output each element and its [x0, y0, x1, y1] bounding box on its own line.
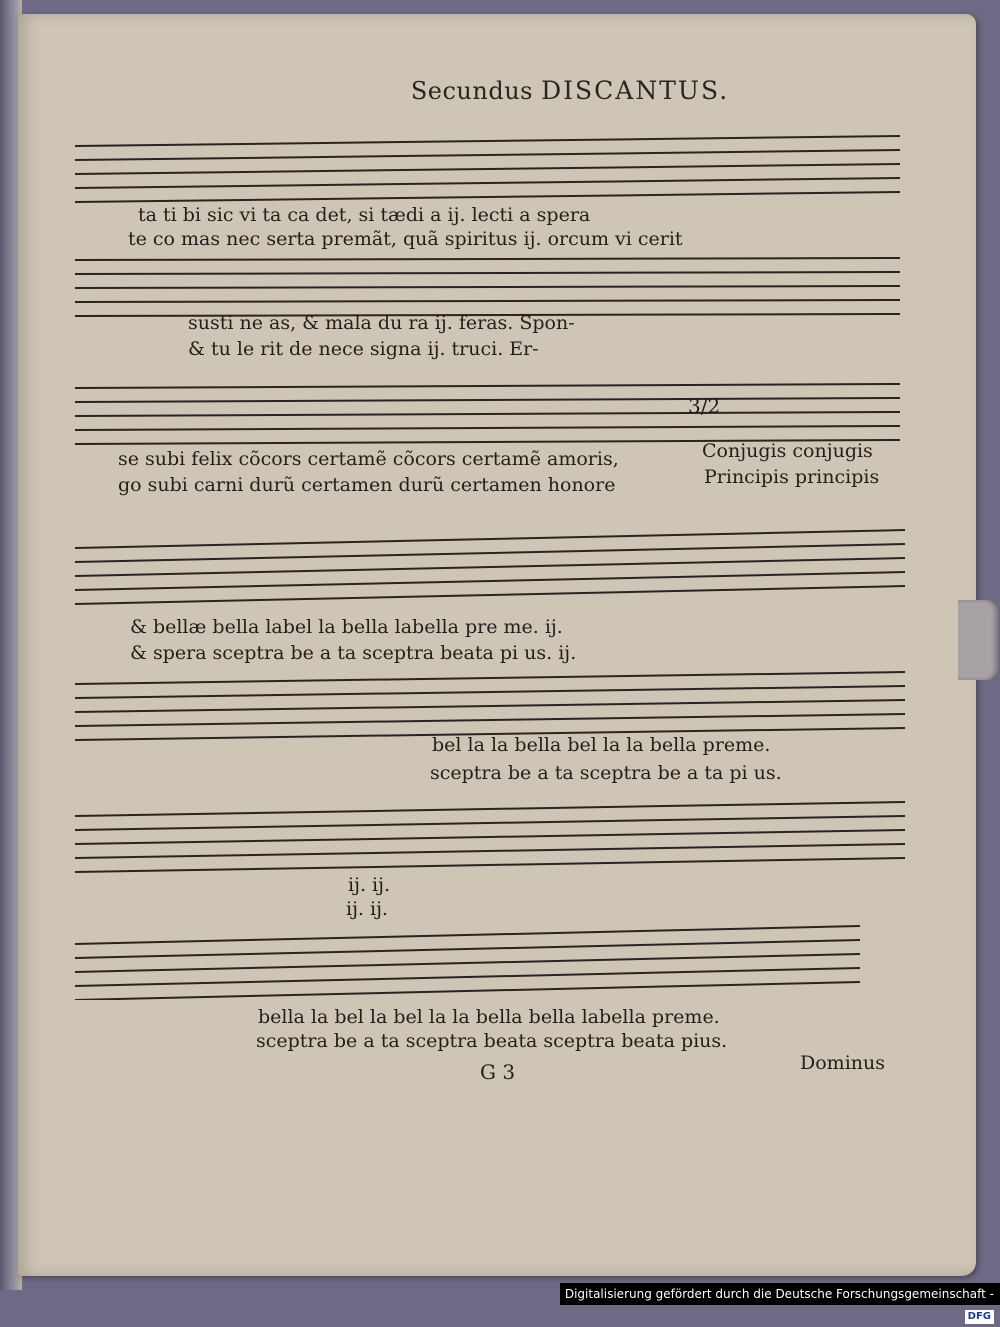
footer-text: Digitalisierung gefördert durch die Deutsche Forschungsgemeinschaft - — [564, 1287, 994, 1301]
lyric-line: ij. ij. — [348, 874, 391, 896]
staff-4 — [0, 520, 1000, 610]
lyric-line: & spera sceptra be a ta sceptra beata pi us. ij. — [130, 642, 577, 664]
catchword: Dominus — [800, 1052, 885, 1074]
page-number: G 3 — [480, 1060, 516, 1084]
dfg-logo-icon: DFG — [965, 1310, 994, 1324]
lyric-line: bella la bel la bel la la bella bella labella preme. — [258, 1006, 720, 1028]
lyric-line: go subi carni durũ certamen durũ certamen honore — [118, 474, 616, 496]
lyric-line: ij. ij. — [346, 898, 389, 920]
digitization-footer — [560, 1283, 1000, 1322]
staff-5 — [0, 662, 1000, 742]
mensuration-sign: 3/2 — [688, 394, 721, 418]
lyric-line: & bellæ bella label la bella labella pre me. ij. — [130, 616, 563, 638]
lyric-line: ta ti bi sic vi ta ca det, si tædi a ij. lecti a spera — [138, 204, 591, 226]
staff-1 — [0, 128, 1000, 208]
staff-7 — [0, 920, 1000, 1000]
lyric-line: sceptra be a ta sceptra beata sceptra beata pius. — [256, 1030, 728, 1052]
lyric-line: susti ne as, & mala du ra ij. feras. Spon- — [188, 312, 575, 334]
lyric-line: sceptra be a ta sceptra be a ta pi us. — [430, 762, 782, 784]
lyric-line-right: Principis principis — [704, 466, 880, 488]
page-title: Secundus DISCANTUS. — [410, 76, 730, 105]
lyric-line: se subi felix cõcors certamẽ cõcors certamẽ amoris, — [118, 448, 619, 470]
lyric-line-right: Conjugis conjugis — [702, 440, 873, 462]
staff-6 — [0, 796, 1000, 876]
lyric-line: & tu le rit de nece signa ij. truci. Er- — [188, 338, 539, 360]
lyric-line: te co mas nec serta premãt, quã spiritus ij. orcum vi cerit — [128, 228, 683, 250]
lyric-line: bel la la bella bel la la bella preme. — [432, 734, 771, 756]
